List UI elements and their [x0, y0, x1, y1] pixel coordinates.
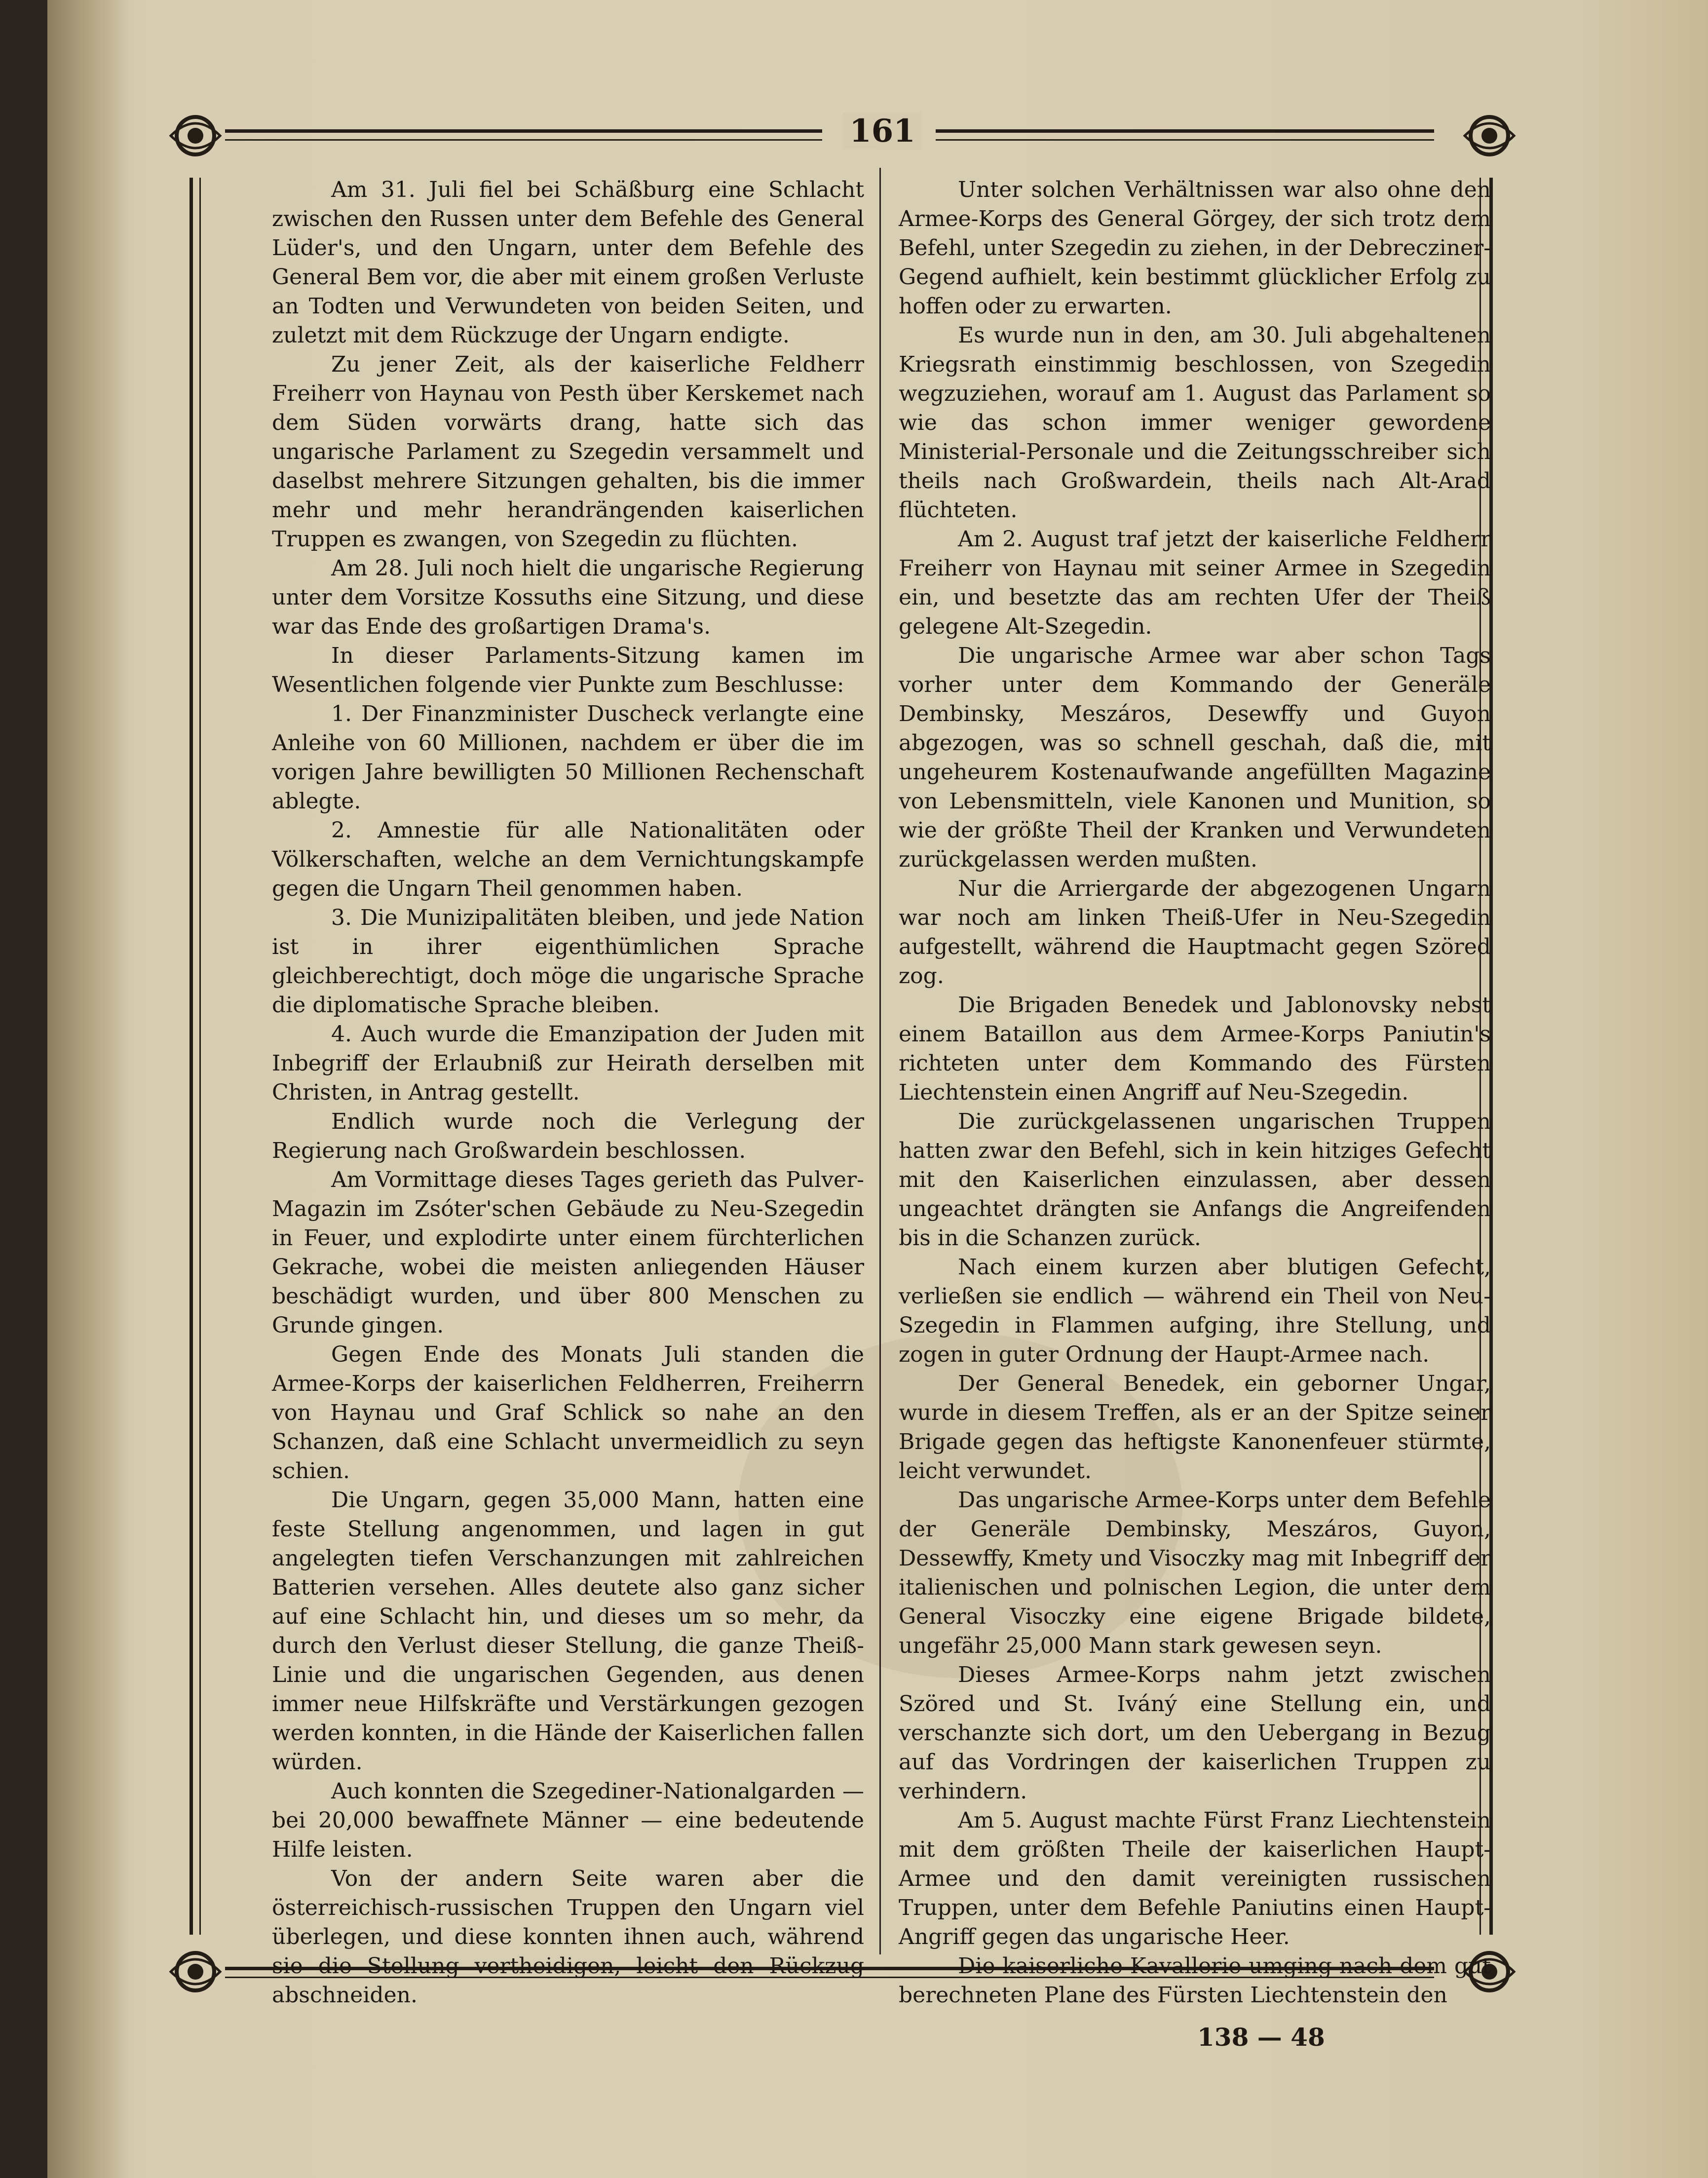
paragraph: Die Brigaden Benedek und Jablonovsky nebst einem Bataillon aus dem Armee-Korps Paniutin's richteten unter dem Kommando des Fürsten Liechtenstein einen Angriff auf Neu-Szegedin. — [899, 993, 1491, 1105]
paragraph: Die kaiserliche Kavallerie umging nach dem gut berechneten Plane des Fürsten Liechtenstein den — [899, 1953, 1491, 2008]
paragraph: In dieser Parlaments-Sitzung kamen im Wesentlichen folgende vier Punkte zum Beschlusse: — [272, 643, 864, 697]
paragraph: Die ungarische Armee war aber schon Tags vorher unter dem Kommando der Generäle Dembinsky, Meszáros, Desewffy und Guyon abgezogen, was so schnell geschah, daß die, mit ungeheurem Kostenaufwande angefüllten Magazine von Lebensmitteln, viele Kanonen und Munition, so wie der größte Theil der Kranken und Verwundeten zurückgelassen werden mußten. — [899, 643, 1491, 872]
paragraph: 3. Die Munizipalitäten bleiben, und jede Nation ist in ihrer eigenthümlichen Sprache gleichberechtigt, doch möge die ungarische Sprache die diplomatische Sprache bleiben. — [272, 905, 864, 1018]
book-page — [47, 0, 1708, 2178]
top-rule-right — [936, 129, 1434, 133]
paragraph: Dieses Armee-Korps nahm jetzt zwischen Szöred und St. Iváný eine Stellung ein, und verschanzte sich dort, um den Uebergang in Bezug auf das Vordringen der kaiserlichen Truppen zu verhindern. — [899, 1662, 1491, 1804]
paragraph: Von der andern Seite waren aber die österreichisch-russischen Truppen den Ungarn viel überlegen, und diese konnten ihnen auch, während sie die Stellung vertheidigen, leicht den Rückzug abschneiden. — [272, 1866, 864, 2008]
paragraph: Am 5. August machte Fürst Franz Liechtenstein mit dem größten Theile der kaiserlichen Haupt-Armee und den damit vereinigten russischen Truppen, unter dem Befehle Paniutins einen Haupt-Angriff gegen das ungarische Heer. — [899, 1808, 1491, 1949]
printer-signature: 138 — 48 — [1197, 2023, 1325, 2052]
top-rule-left — [225, 129, 822, 133]
paragraph: Am 28. Juli noch hielt die ungarische Regierung unter dem Vorsitze Kossuths eine Sitzung, und diese war das Ende des großartigen Drama's. — [272, 556, 864, 639]
paragraph: Die zurückgelassenen ungarischen Truppen hatten zwar den Befehl, sich in kein hitziges Gefecht mit den Kaiserlichen einzulassen, aber dessen ungeachtet drängten sie Anfangs die Angreifenden bis in die Schanzen zurück. — [899, 1109, 1491, 1251]
page-gutter-shadow — [47, 0, 131, 2178]
paragraph: Gegen Ende des Monats Juli standen die Armee-Korps der kaiserlichen Feldherren, Freiherrn von Haynau und Graf Schlick so nahe an den Schanzen, daß eine Schlacht unvermeidlich zu seyn schien. — [272, 1342, 864, 1484]
ornament-corner-icon — [1460, 106, 1519, 165]
ornament-corner-icon — [166, 1942, 225, 2001]
paragraph: 2. Amnestie für alle Nationalitäten oder Völkerschaften, welche an dem Vernichtungskampfe gegen die Ungarn Theil genommen haben. — [272, 818, 864, 901]
left-column — [272, 175, 864, 2010]
paragraph: Das ungarische Armee-Korps unter dem Befehle der Generäle Dembinsky, Meszáros, Guyon, Dessewffy, Kmety und Visoczky mag mit Inbegriff der italienischen und polnischen Legion, die unter dem General Visoczky eine eigene Brigade bildete, ungefähr 25,000 Mann stark gewesen seyn. — [899, 1488, 1491, 1658]
right-column — [899, 175, 1491, 2010]
left-border-thin — [199, 178, 201, 1935]
paragraph: Am 31. Juli fiel bei Schäßburg eine Schlacht zwischen den Russen unter dem Befehle des General Lüder's, und den Ungarn, unter dem Befehle des General Bem vor, die aber mit einem großen Verluste an Todten und Verwundeten von beiden Seiten, und zuletzt mit dem Rückzuge der Ungarn endigte. — [272, 177, 864, 348]
paragraph: Endlich wurde noch die Verlegung der Regierung nach Großwardein beschlossen. — [272, 1109, 864, 1163]
paragraph: Die Ungarn, gegen 35,000 Mann, hatten eine feste Stellung angenommen, und lagen in gut angelegten tiefen Verschanzungen mit zahlreichen Batterien versehen. Alles deutete also ganz sicher auf eine Schlacht hin, und dieses um so mehr, da durch den Verlust dieser Stellung, die ganze Theiß-Linie und die ungarischen Gegenden, aus denen immer neue Hilfskräfte und Verstärkungen gezogen werden konnten, in die Hände der Kaiserlichen fallen würden. — [272, 1488, 864, 1775]
top-rule-left-thin — [225, 139, 822, 141]
paragraph: Auch konnten die Szegediner-Nationalgarden — bei 20,000 bewaffnete Männer — eine bedeutende Hilfe leisten. — [272, 1779, 864, 1862]
left-border — [190, 178, 193, 1935]
paragraph: 1. Der Finanzminister Duscheck verlangte eine Anleihe von 60 Millionen, nachdem er über die im vorigen Jahre bewilligten 50 Millionen Rechenschaft ablegte. — [272, 701, 864, 814]
paragraph: Am Vormittage dieses Tages gerieth das Pulver-Magazin im Zsóter'schen Gebäude zu Neu-Szegedin in Feuer, und explodirte unter einem fürchterlichen Gekrache, wobei die meisten anliegenden Häuser beschädigt wurden, und über 800 Menschen zu Grunde gingen. — [272, 1167, 864, 1338]
paragraph: Zu jener Zeit, als der kaiserliche Feldherr Freiherr von Haynau von Pesth über Kerskemet nach dem Süden vorwärts drang, hatte sich das ungarische Parlament zu Szegedin versammelt und daselbst mehrere Sitzungen gehalten, bis die immer mehr und mehr herandrängenden kaiserlichen Truppen es zwangen, von Szegedin zu flüchten. — [272, 352, 864, 552]
paragraph: Nach einem kurzen aber blutigen Gefecht, verließen sie endlich — während ein Theil von Neu-Szegedin in Flammen aufging, ihre Stellung, und zogen in guter Ordnung der Haupt-Armee nach. — [899, 1255, 1491, 1367]
paragraph: Es wurde nun in den, am 30. Juli abgehaltenen Kriegsrath einstimmig beschlossen, von Szegedin wegzuziehen, worauf am 1. August das Parlament so wie das schon immer weniger gewordene Ministerial-Personale und die Zeitungsschreiber sich theils nach Großwardein, theils nach Alt-Arad flüchteten. — [899, 323, 1491, 523]
paragraph: Nur die Arriergarde der abgezogenen Ungarn war noch am linken Theiß-Ufer in Neu-Szegedin aufgestellt, während die Hauptmacht gegen Szöred zog. — [899, 876, 1491, 989]
text-columns — [272, 175, 1496, 2008]
paragraph: Unter solchen Verhältnissen war also ohne den Armee-Korps des General Görgey, der sich trotz dem Befehl, unter Szegedin zu ziehen, in der Debrecziner-Gegend aufhielt, kein bestimmt glücklicher Erfolg zu hoffen oder zu erwarten. — [899, 177, 1491, 319]
paragraph: Am 2. August traf jetzt der kaiserliche Feldherr Freiherr von Haynau mit seiner Armee in Szegedin ein, und besetzte das am rechten Ufer der Theiß gelegene Alt-Szegedin. — [899, 527, 1491, 639]
ornament-corner-icon — [166, 106, 225, 165]
top-rule-right-thin — [936, 139, 1434, 141]
paragraph: 4. Auch wurde die Emanzipation der Juden mit Inbegriff der Erlaubniß zur Heirath derselben mit Christen, in Antrag gestellt. — [272, 1022, 864, 1105]
paragraph: Der General Benedek, ein geborner Ungar, wurde in diesem Treffen, als er an der Spitze seiner Brigade gegen das heftigste Kanonenfeuer stürmte, leicht verwundet. — [899, 1371, 1491, 1484]
page-number: 161 — [843, 113, 922, 150]
